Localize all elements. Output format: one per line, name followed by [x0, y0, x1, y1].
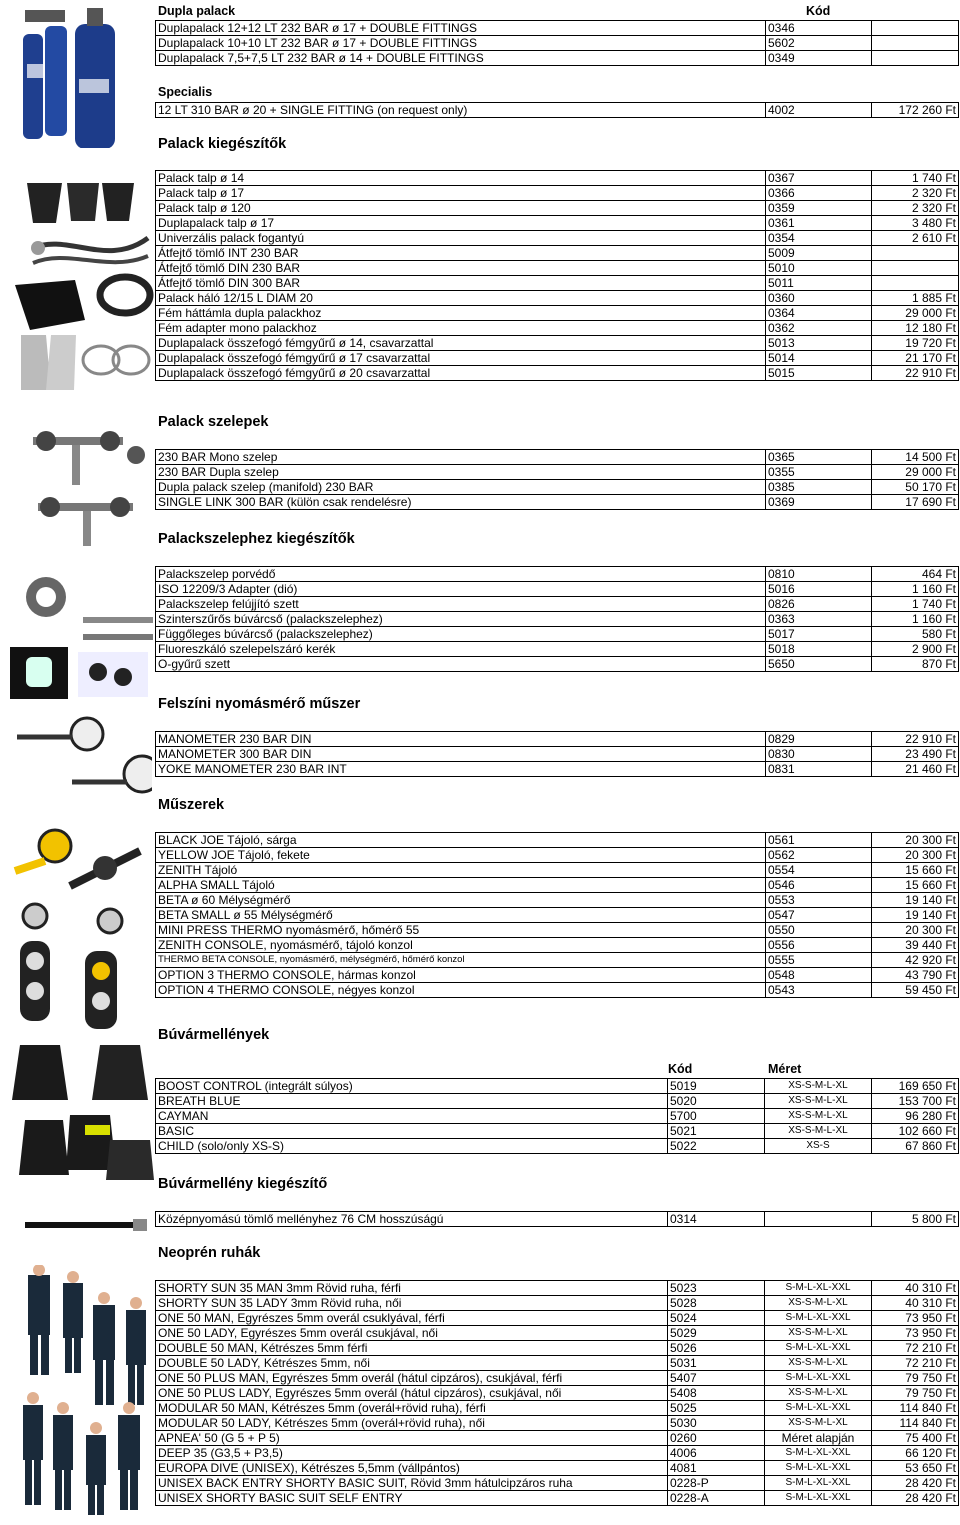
table-row: Átfejtő tömlő DIN 230 BAR 5010 [156, 261, 959, 276]
table-row: 230 BAR Dupla szelep 0355 29 000 Ft [156, 465, 959, 480]
table-row: MINI PRESS THERMO nyomásmérő, hőmérő 55 0550 20 300 Ft [156, 923, 959, 938]
table-row: ONE 50 PLUS LADY, Egyrészes 5mm overál (hátul cipzáros), csukjával, női 5408 XS-S-M-L-XL 79 750 Ft [156, 1386, 959, 1401]
table-row: Palackszelep felújjító szett 0826 1 740 Ft [156, 597, 959, 612]
section-title-szelepek: Palack szelepek [158, 414, 269, 430]
table-row: Univerzális palack fogantyú 0354 2 610 Ft [156, 231, 959, 246]
table-row: Középnyomású tömlő mellényhez 76 CM hosszúságú 0314 5 800 Ft [156, 1212, 959, 1227]
table-row: Fém háttámla dupla palackhoz 0364 29 000 Ft [156, 306, 959, 321]
table-row: BETA ø 60 Mélységmérő 0553 19 140 Ft [156, 893, 959, 908]
table-row: BREATH BLUE 5020 XS-S-M-L-XL 153 700 Ft [156, 1094, 959, 1109]
valve-images [28, 425, 148, 550]
wetsuit-images [8, 1265, 153, 1520]
bcd-images [10, 1040, 155, 1185]
lp-hose-image [25, 1218, 150, 1232]
table-row: Duplapalack talp ø 17 0361 3 480 Ft [156, 216, 959, 231]
table-row: ONE 50 MAN, Egyrészes 5mm overál csuklyával, férfi 5024 S-M-L-XL-XXL 73 950 Ft [156, 1311, 959, 1326]
table-row: 12 LT 310 BAR ø 20 + SINGLE FITTING (on request only) 4002 172 260 Ft [156, 103, 959, 118]
table-melleny-kieg [155, 1211, 959, 1227]
meret-header: Méret [768, 1062, 802, 1076]
table-row: UNISEX SHORTY BASIC SUIT SELF ENTRY 0228-A S-M-L-XL-XXL 28 420 Ft [156, 1491, 959, 1506]
table-row: EUROPA DIVE (UNISEX), Kétrészes 5,5mm (vállpántos) 4081 S-M-L-XL-XXL 53 650 Ft [156, 1461, 959, 1476]
section-title-melleny-kieg: Búvármellény kiegészítő [158, 1176, 328, 1192]
table-row: CAYMAN 5700 XS-S-M-L-XL 96 280 Ft [156, 1109, 959, 1124]
table-row: BETA SMALL ø 55 Mélységmérő 0547 19 140 Ft [156, 908, 959, 923]
table-dupla [155, 20, 959, 66]
section-title-kiegeszitok: Palack kiegészítők [158, 136, 287, 152]
table-neopren [155, 1280, 959, 1506]
section-title-neopren: Neoprén ruhák [158, 1245, 261, 1261]
table-row: THERMO BETA CONSOLE, nyomásmérő, mélységmérő, hőmérő konzol 0555 42 920 Ft [156, 953, 959, 968]
table-row: MODULAR 50 LADY, Kétrészes 5mm (overál+rövid ruha), női 5030 XS-S-M-L-XL 114 840 Ft [156, 1416, 959, 1431]
table-row: CHILD (solo/only XS-S) 5022 XS-S 67 860 Ft [156, 1139, 959, 1154]
section-title-specialis: Specialis [158, 85, 213, 99]
section-title-muszerek: Műszerek [158, 797, 225, 813]
table-row: ISO 12209/3 Adapter (dió) 5016 1 160 Ft [156, 582, 959, 597]
table-row: Átfejtő tömlő DIN 300 BAR 5011 [156, 276, 959, 291]
kod-header: Kód [668, 1062, 693, 1076]
table-row: DOUBLE 50 LADY, Kétrészes 5mm, női 5031 XS-S-M-L-XL 72 210 Ft [156, 1356, 959, 1371]
table-row: 230 BAR Mono szelep 0365 14 500 Ft [156, 450, 959, 465]
table-row: Szinterszűrős búvárcső (palackszelephez) 0363 1 160 Ft [156, 612, 959, 627]
table-row: OPTION 3 THERMO CONSOLE, hármas konzol 0548 43 790 Ft [156, 968, 959, 983]
table-row: ALPHA SMALL Tájoló 0546 15 660 Ft [156, 878, 959, 893]
table-row: ONE 50 PLUS MAN, Egyrészes 5mm overál (hátul cipzáros), csukjával, férfi 5407 S-M-L-XL-XXL 79 750 Ft [156, 1371, 959, 1386]
backplate-band-images [16, 330, 151, 395]
table-row: ZENITH CONSOLE, nyomásmérő, tájoló konzol 0556 39 440 Ft [156, 938, 959, 953]
table-row: DOUBLE 50 MAN, Kétrészes 5mm férfi 5026 S-M-L-XL-XXL 72 210 Ft [156, 1341, 959, 1356]
table-row: Átfejtő tömlő INT 230 BAR 5009 [156, 246, 959, 261]
product-images-column [0, 0, 155, 1525]
table-row: APNEA' 50 (G 5 + P 5) 0260 Méret alapján 75 400 Ft [156, 1431, 959, 1446]
table-row: SHORTY SUN 35 MAN 3mm Rövid ruha, férfi 5023 S-M-L-XL-XXL 40 310 Ft [156, 1281, 959, 1296]
table-row: Duplapalack 10+10 LT 232 BAR ø 17 + DOUBLE FITTINGS 5602 [156, 36, 959, 51]
table-row: Duplapalack összefogó fémgyűrű ø 20 csavarzattal 5015 22 910 Ft [156, 366, 959, 381]
table-szelepek [155, 449, 959, 510]
table-szelep-kieg [155, 566, 959, 672]
valve-accessory-images [8, 572, 153, 702]
table-row: Duplapalack összefogó fémgyűrű ø 14, csavarzattal 5013 19 720 Ft [156, 336, 959, 351]
table-kiegeszitok [155, 170, 959, 381]
table-row: MANOMETER 300 BAR DIN 0830 23 490 Ft [156, 747, 959, 762]
table-specialis [155, 102, 959, 118]
table-row: ZENITH Tájoló 0554 15 660 Ft [156, 863, 959, 878]
table-row: BASIC 5021 XS-S-M-L-XL 102 660 Ft [156, 1124, 959, 1139]
table-row: Duplapalack 12+12 LT 232 BAR ø 17 + DOUBLE FITTINGS 0346 [156, 21, 959, 36]
instrument-images [10, 826, 150, 1031]
table-row: YOKE MANOMETER 230 BAR INT 0831 21 460 Ft [156, 762, 959, 777]
table-row: Palack talp ø 120 0359 2 320 Ft [156, 201, 959, 216]
table-row: Duplapalack összefogó fémgyűrű ø 17 csavarzattal 5014 21 170 Ft [156, 351, 959, 366]
table-mellenyek [155, 1078, 959, 1154]
table-row: Függőleges búvárcső (palackszelephez) 5017 580 Ft [156, 627, 959, 642]
table-row: UNISEX BACK ENTRY SHORTY BASIC SUIT, Rövid 3mm hátulcipzáros ruha 0228-P S-M-L-XL-XXL 28 420 Ft [156, 1476, 959, 1491]
table-row: ONE 50 LADY, Egyrészes 5mm overál csukjával, női 5029 XS-S-M-L-XL 73 950 Ft [156, 1326, 959, 1341]
manometer-images [12, 712, 152, 797]
section-title-szelep-kieg: Palackszelephez kiegészítők [158, 531, 355, 547]
table-row: Duplapalack 7,5+7,5 LT 232 BAR ø 14 + DOUBLE FITTINGS 0349 [156, 51, 959, 66]
table-nyomasmero [155, 731, 959, 777]
table-row: Fluoreszkáló szelepelszáró kerék 5018 2 900 Ft [156, 642, 959, 657]
tank-images [15, 4, 145, 148]
tank-boot-images [22, 178, 137, 228]
table-muszerek [155, 832, 959, 998]
table-row: Dupla palack szelep (manifold) 230 BAR 0385 50 170 Ft [156, 480, 959, 495]
table-row: Palack talp ø 14 0367 1 740 Ft [156, 171, 959, 186]
table-row: MODULAR 50 MAN, Kétrészes 5mm (overál+rövid ruha), férfi 5025 S-M-L-XL-XXL 114 840 Ft [156, 1401, 959, 1416]
table-row: DEEP 35 (G3,5 + P3,5) 4006 S-M-L-XL-XXL 66 120 Ft [156, 1446, 959, 1461]
table-row: Palack talp ø 17 0366 2 320 Ft [156, 186, 959, 201]
table-row: YELLOW JOE Tájoló, fekete 0562 20 300 Ft [156, 848, 959, 863]
table-row: BOOST CONTROL (integrált súlyos) 5019 XS-S-M-L-XL 169 650 Ft [156, 1079, 959, 1094]
table-row: SHORTY SUN 35 LADY 3mm Rövid ruha, női 5028 XS-S-M-L-XL 40 310 Ft [156, 1296, 959, 1311]
table-row: MANOMETER 230 BAR DIN 0829 22 910 Ft [156, 732, 959, 747]
section-title-mellenyek: Búvármellények [158, 1027, 270, 1043]
table-row: BLACK JOE Tájoló, sárga 0561 20 300 Ft [156, 833, 959, 848]
table-row: O-gyűrű szett 5650 870 Ft [156, 657, 959, 672]
section-title-nyomasmero: Felszíni nyomásmérő műszer [158, 696, 361, 712]
net-handle-images [10, 265, 155, 335]
table-row: Palack háló 12/15 L DIAM 20 0360 1 885 Ft [156, 291, 959, 306]
table-row: SINGLE LINK 300 BAR (külön csak rendelésre) 0369 17 690 Ft [156, 495, 959, 510]
table-row: Fém adapter mono palackhoz 0362 12 180 Ft [156, 321, 959, 336]
kod-header: Kód [806, 4, 831, 18]
table-row: OPTION 4 THERMO CONSOLE, négyes konzol 0543 59 450 Ft [156, 983, 959, 998]
section-title-dupla: Dupla palack [158, 4, 236, 18]
table-row: Palackszelep porvédő 0810 464 Ft [156, 567, 959, 582]
